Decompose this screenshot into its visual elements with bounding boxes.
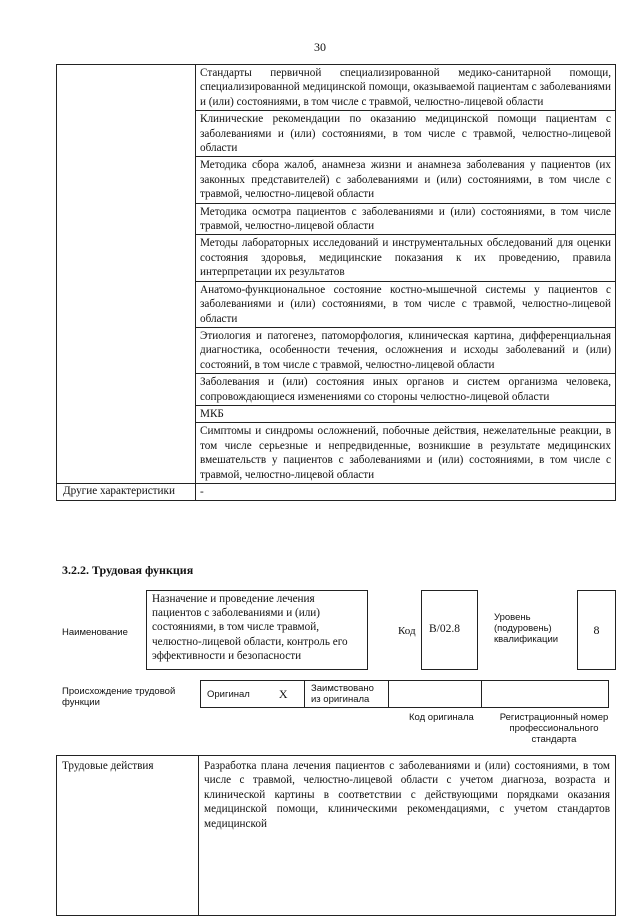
name-label: Наименование <box>62 627 128 638</box>
qualification-level-box: 8 <box>577 590 616 670</box>
origin-label: Происхождение трудовой функции <box>62 686 176 708</box>
qualification-level-label: Уровень (подуровень) квалификации <box>494 612 559 645</box>
code-original-cell <box>389 681 482 708</box>
labor-actions-table <box>56 755 616 916</box>
original-cell: Оригинал <box>201 681 263 708</box>
labor-actions-label: Трудовые действия <box>57 756 199 916</box>
other-characteristics-value: - <box>196 483 616 500</box>
knowledge-item: Клинические рекомендации по оказанию медицинской помощи пациентам с заболеваниями и (или) состояниями, в том числе с травмой, челюстно-лицевой области <box>196 111 616 157</box>
knowledge-item: Методы лабораторных исследований и инструментальных обследований для оценки состояния здоровья, медицинские показания к их проведению, правила интерпретации их результатов <box>196 235 616 281</box>
other-characteristics-label: Другие характеристики <box>57 483 196 500</box>
page-number: 30 <box>314 40 326 54</box>
borrowed-cell: Заимствовано из оригинала <box>305 681 389 708</box>
section-title: 3.2.2. Трудовая функция <box>62 563 194 577</box>
knowledge-item: Заболевания и (или) состояния иных органов и систем организма человека, сопровождающиеся изменениями со стороны челюстно-лицевой области <box>196 374 616 406</box>
origin-table <box>200 680 609 708</box>
code-original-caption: Код оригинала <box>409 712 474 723</box>
knowledge-item: Методика сбора жалоб, анамнеза жизни и анамнеза заболевания у пациентов (их законных представителей) с заболеваниями и (или) состояниями, в том числе с травмой, челюстно-лицевой области <box>196 157 616 203</box>
reg-number-cell <box>482 681 609 708</box>
knowledge-label-cell <box>57 65 196 484</box>
original-mark: X <box>263 681 305 708</box>
knowledge-item: Анатомо-функциональное состояние костно-мышечной системы у пациентов с заболеваниями и (или) состояниями, в том числе с травмой, челюстно-лицевой области <box>196 281 616 327</box>
knowledge-item: Симптомы и синдромы осложнений, побочные действия, нежелательные реакции, в том числе серьезные и непредвиденные, возникшие в результате медицинских вмешательств у пациентов с заболеваниями и (или) состояниями, в том числе с травмой, челюстно-лицевой области <box>196 423 616 484</box>
knowledge-item: МКБ <box>196 405 616 422</box>
function-code-box: B/02.8 <box>421 590 478 670</box>
function-name-box: Назначение и проведение лечения пациентов с заболеваниями и (или) состояниями, в том числе травмой, челюстно-лицевой области, контроль его эффективности и безопасности <box>146 590 368 670</box>
knowledge-table <box>56 64 616 501</box>
reg-number-caption: Регистрационный номер профессионального стандарта <box>499 712 609 745</box>
knowledge-item: Методика осмотра пациентов с заболеваниями и (или) состояниями, в том числе травмой, челюстно-лицевой области <box>196 203 616 235</box>
knowledge-item: Этиология и патогенез, патоморфология, клиническая картина, дифференциальная диагностика, особенности течения, осложнения и исходы заболеваний и (или) состояний, в том числе с травмой, челюстно-лицевой области <box>196 327 616 373</box>
knowledge-item: Стандарты первичной специализированной медико-санитарной помощи, специализированной медицинской помощи, оказываемой пациентам с заболеваниями и (или) состояниями, в том числе с травмой, челюстно-лицевой области <box>196 65 616 111</box>
code-label: Код <box>398 625 416 637</box>
labor-actions-text: Разработка плана лечения пациентов с заболеваниями и (или) состояниями, в том числе с травмой, челюстно-лицевой области с учетом диагноза, возраста и клинической картины в соответствии с действующими порядками оказания медицинской помощи, клиническими рекомендациями, с учетом стандартов медицинской <box>199 756 616 916</box>
